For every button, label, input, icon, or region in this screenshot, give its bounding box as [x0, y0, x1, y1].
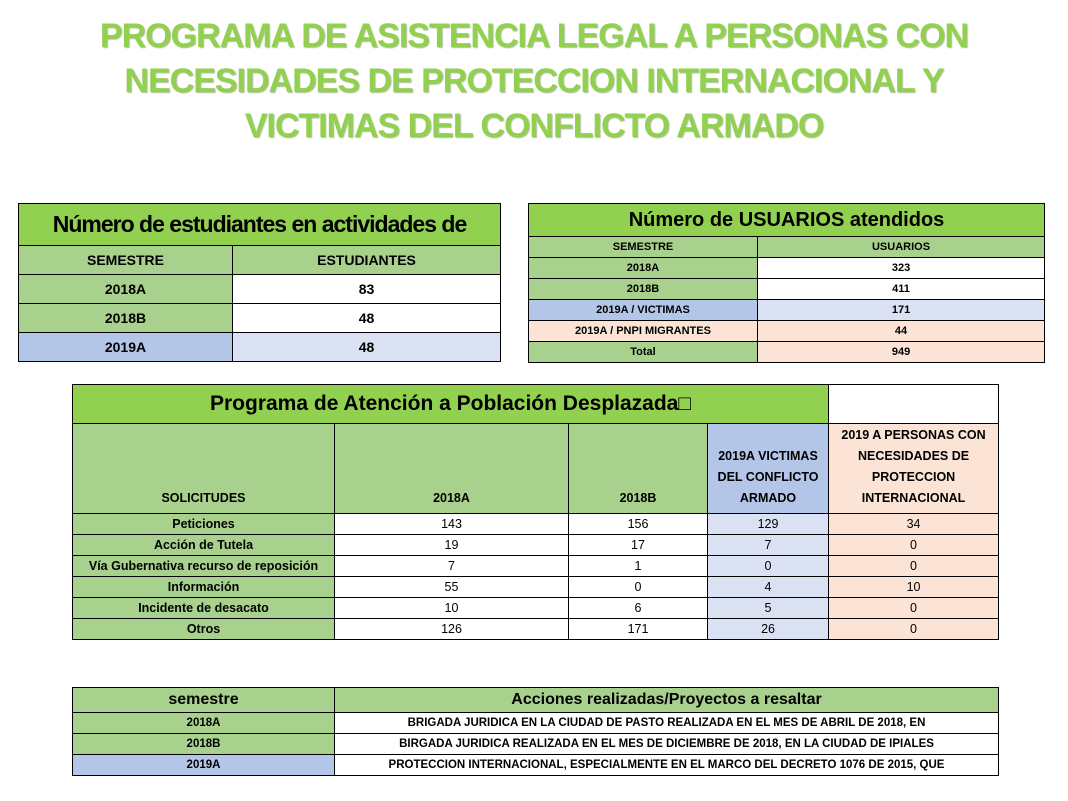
- cell-personas: 0: [829, 598, 999, 619]
- semestre-cell: 2018B: [529, 279, 758, 300]
- column-header-victimas: 2019A VICTIMAS DEL CONFLICTO ARMADO: [708, 424, 829, 514]
- cell-2018a: 55: [335, 577, 569, 598]
- cell-personas: 0: [829, 535, 999, 556]
- cell-2018a: 7: [335, 556, 569, 577]
- table-row: [19, 333, 501, 362]
- table-row: [73, 556, 999, 577]
- cell-2018b: 171: [569, 619, 708, 640]
- row-label: Vía Gubernativa recurso de reposición: [73, 556, 335, 577]
- accion-cell: BIRGADA JURIDICA REALIZADA EN EL MES DE DICIEMBRE DE 2018, EN LA CIUDAD DE IPIALES: [335, 734, 999, 755]
- column-header-2018b: 2018B: [569, 424, 708, 514]
- desplazada-table: [72, 384, 999, 640]
- table-row: [529, 279, 1045, 300]
- table-row: [73, 535, 999, 556]
- table-row: [19, 304, 501, 333]
- cell-victimas: 5: [708, 598, 829, 619]
- page-title: [0, 14, 1068, 149]
- value-cell: 44: [758, 321, 1045, 342]
- table-row: [73, 514, 999, 535]
- semestre-cell: 2018A: [73, 713, 335, 734]
- row-label: Incidente de desacato: [73, 598, 335, 619]
- table-row: [73, 577, 999, 598]
- table-row: [73, 713, 999, 734]
- accion-cell: BRIGADA JURIDICA EN LA CIUDAD DE PASTO REALIZADA EN EL MES DE ABRIL DE 2018, EN: [335, 713, 999, 734]
- row-label: Información: [73, 577, 335, 598]
- estudiantes-table-title: Número de estudiantes en actividades de: [19, 204, 501, 246]
- semestre-cell: 2018B: [19, 304, 233, 333]
- cell-2018a: 143: [335, 514, 569, 535]
- accion-cell: PROTECCION INTERNACIONAL, ESPECIALMENTE EN EL MARCO DEL DECRETO 1076 DE 2015, QUE: [335, 755, 999, 776]
- column-header-semestre: SEMESTRE: [19, 246, 233, 275]
- cell-personas: 34: [829, 514, 999, 535]
- table-row: [73, 734, 999, 755]
- cell-personas: 0: [829, 556, 999, 577]
- row-label: Otros: [73, 619, 335, 640]
- semestre-cell: 2018A: [529, 258, 758, 279]
- title-line-1: PROGRAMA DE ASISTENCIA LEGAL A PERSONAS CON: [99, 17, 969, 55]
- semestre-cell: 2019A: [19, 333, 233, 362]
- semestre-cell: 2019A / VICTIMAS: [529, 300, 758, 321]
- table-row: [73, 619, 999, 640]
- value-cell: 48: [233, 333, 501, 362]
- column-header-semestre: SEMESTRE: [529, 237, 758, 258]
- column-header-usuarios: USUARIOS: [758, 237, 1045, 258]
- table-row: [529, 300, 1045, 321]
- desplazada-table-title: Programa de Atención a Población Desplazada□: [73, 385, 829, 424]
- semestre-cell: 2018B: [73, 734, 335, 755]
- cell-victimas: 26: [708, 619, 829, 640]
- cell-2018a: 19: [335, 535, 569, 556]
- usuarios-table-title: Número de USUARIOS atendidos: [529, 204, 1045, 237]
- column-header-semestre: semestre: [73, 688, 335, 713]
- column-header-2018a: 2018A: [335, 424, 569, 514]
- title-line-2: NECESIDADES DE PROTECCION INTERNACIONAL Y: [124, 62, 944, 100]
- cell-2018b: 1: [569, 556, 708, 577]
- cell-2018b: 6: [569, 598, 708, 619]
- value-cell: 48: [233, 304, 501, 333]
- cell-personas: 0: [829, 619, 999, 640]
- usuarios-table: [528, 203, 1045, 363]
- total-value: 949: [758, 342, 1045, 363]
- acciones-table: [72, 687, 999, 776]
- column-header-estudiantes: ESTUDIANTES: [233, 246, 501, 275]
- row-label: Peticiones: [73, 514, 335, 535]
- table-row: [529, 321, 1045, 342]
- table-row: [19, 275, 501, 304]
- cell-2018a: 126: [335, 619, 569, 640]
- table-row: [73, 598, 999, 619]
- cell-victimas: 129: [708, 514, 829, 535]
- cell-victimas: 4: [708, 577, 829, 598]
- title-line-3: VICTIMAS DEL CONFLICTO ARMADO: [244, 107, 824, 145]
- cell-2018b: 0: [569, 577, 708, 598]
- cell-victimas: 0: [708, 556, 829, 577]
- column-header-solicitudes: SOLICITUDES: [73, 424, 335, 514]
- cell-2018b: 156: [569, 514, 708, 535]
- cell-personas: 10: [829, 577, 999, 598]
- total-label: Total: [529, 342, 758, 363]
- cell-victimas: 7: [708, 535, 829, 556]
- table-row: [529, 258, 1045, 279]
- value-cell: 411: [758, 279, 1045, 300]
- value-cell: 83: [233, 275, 501, 304]
- semestre-cell: 2019A: [73, 755, 335, 776]
- column-header-acciones: Acciones realizadas/Proyectos a resaltar: [335, 688, 999, 713]
- value-cell: 171: [758, 300, 1045, 321]
- semestre-cell: 2018A: [19, 275, 233, 304]
- empty-header-cell: [829, 385, 999, 424]
- cell-2018b: 17: [569, 535, 708, 556]
- row-label: Acción de Tutela: [73, 535, 335, 556]
- table-row-total: [529, 342, 1045, 363]
- table-row: [73, 755, 999, 776]
- value-cell: 323: [758, 258, 1045, 279]
- column-header-personas: 2019 A PERSONAS CON NECESIDADES DE PROTECCION INTERNACIONAL: [829, 424, 999, 514]
- semestre-cell: 2019A / PNPI MIGRANTES: [529, 321, 758, 342]
- estudiantes-table: [18, 203, 501, 362]
- cell-2018a: 10: [335, 598, 569, 619]
